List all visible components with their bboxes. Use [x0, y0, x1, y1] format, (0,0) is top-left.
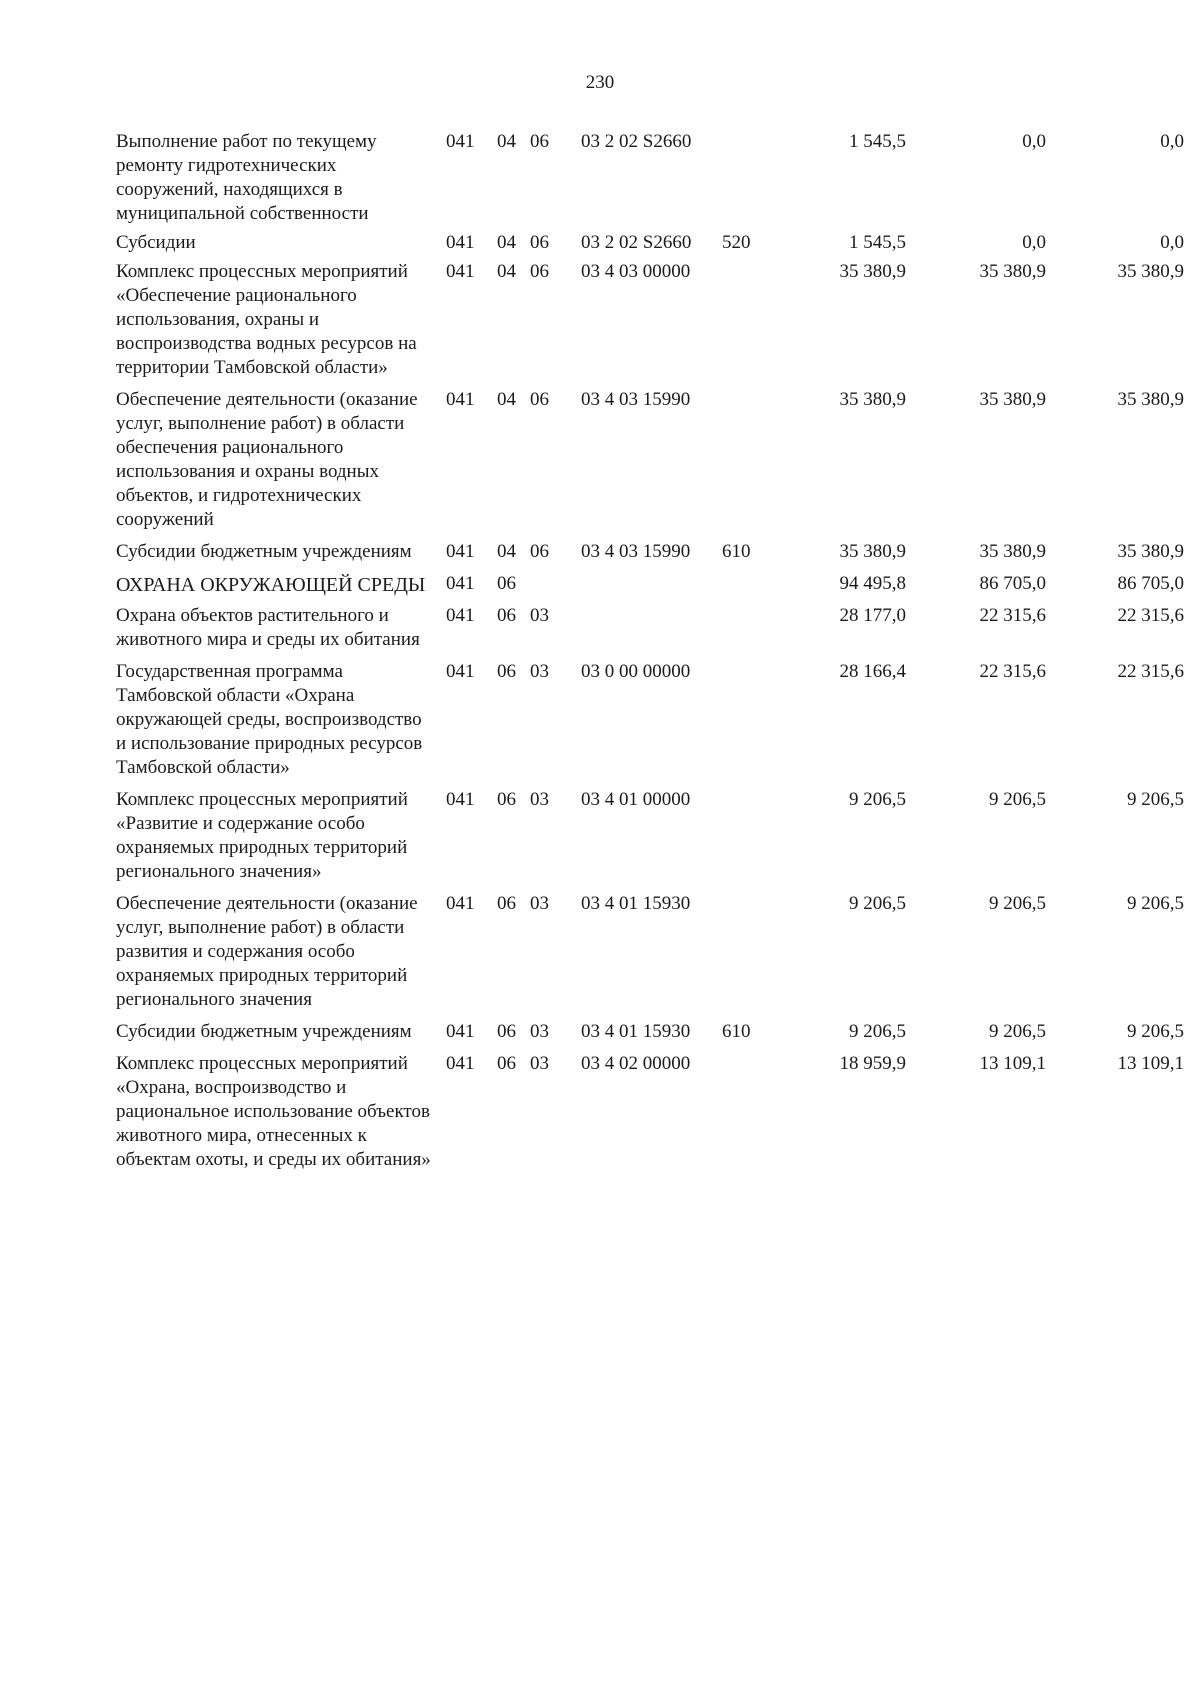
amount-year-2: 0,0 — [1022, 232, 1046, 253]
section-heading: ОХРАНА ОКРУЖАЮЩЕЙ СРЕДЫ — [116, 574, 426, 596]
amount-year-3: 0,0 — [1160, 131, 1184, 152]
amount-year-1: 1 545,5 — [849, 131, 906, 152]
amount-year-3: 22 315,6 — [1117, 605, 1184, 626]
amount-year-3: 35 380,9 — [1117, 261, 1184, 282]
code-ved: 041 — [446, 1053, 475, 1074]
code-pr: 03 — [530, 661, 549, 682]
code-pr: 06 — [530, 389, 549, 410]
code-ved: 041 — [446, 789, 475, 810]
amount-year-3: 13 109,1 — [1117, 1053, 1184, 1074]
code-rz: 06 — [497, 789, 516, 810]
amount-year-3: 9 206,5 — [1127, 789, 1184, 810]
code-ved: 041 — [446, 131, 475, 152]
amount-year-1: 35 380,9 — [839, 541, 906, 562]
table-row — [0, 388, 1200, 532]
amount-year-2: 22 315,6 — [979, 605, 1046, 626]
amount-year-1: 94 495,8 — [839, 573, 906, 594]
code-csr: 03 4 02 00000 — [581, 1053, 691, 1074]
table-row — [0, 788, 1200, 884]
amount-year-1: 28 166,4 — [839, 661, 906, 682]
code-rz: 06 — [497, 1021, 516, 1042]
code-rz: 04 — [497, 389, 516, 410]
amount-year-1: 1 545,5 — [849, 232, 906, 253]
amount-year-2: 9 206,5 — [989, 1021, 1046, 1042]
table-row — [0, 260, 1200, 380]
row-name: Комплекс процессных мероприятий «Обеспечение рационального использования, охраны и воспроизводства водных ресурсов на территории Тамбовской области» — [116, 261, 417, 378]
code-pr: 03 — [530, 1053, 549, 1074]
amount-year-3: 22 315,6 — [1117, 661, 1184, 682]
code-csr: 03 4 03 15990 — [581, 389, 691, 410]
amount-year-3: 9 206,5 — [1127, 893, 1184, 914]
code-pr: 03 — [530, 605, 549, 626]
row-name: Выполнение работ по текущему ремонту гидротехнических сооружений, находящихся в муниципальной собственности — [116, 131, 377, 224]
budget-table — [0, 130, 1200, 1172]
amount-year-2: 13 109,1 — [979, 1053, 1046, 1074]
row-name: Обеспечение деятельности (оказание услуг, выполнение работ) в области обеспечения рационального использования и охраны водных объектов, и гидротехнических сооружений — [116, 389, 418, 530]
table-row — [0, 1020, 1200, 1044]
code-ved: 041 — [446, 389, 475, 410]
code-rz: 06 — [497, 893, 516, 914]
code-pr: 06 — [530, 541, 549, 562]
amount-year-2: 35 380,9 — [979, 541, 1046, 562]
code-csr: 03 4 01 15930 — [581, 893, 691, 914]
code-csr: 03 0 00 00000 — [581, 661, 691, 682]
code-rz: 04 — [497, 261, 516, 282]
amount-year-2: 86 705,0 — [979, 573, 1046, 594]
page-number: 230 — [585, 72, 615, 93]
code-ved: 041 — [446, 573, 475, 594]
code-rz: 04 — [497, 541, 516, 562]
code-rz: 04 — [497, 232, 516, 253]
amount-year-1: 9 206,5 — [849, 893, 906, 914]
amount-year-3: 9 206,5 — [1127, 1021, 1184, 1042]
amount-year-3: 86 705,0 — [1117, 573, 1184, 594]
amount-year-1: 35 380,9 — [839, 261, 906, 282]
code-vr: 610 — [722, 1021, 751, 1042]
row-name: Комплекс процессных мероприятий «Охрана, воспроизводство и рациональное использование объектов животного мира, отнесенных к объектам охоты, и среды их обитания» — [116, 1053, 431, 1170]
row-name: Охрана объектов растительного и животного мира и среды их обитания — [116, 605, 420, 650]
row-name: Субсидии бюджетным учреждениям — [116, 541, 412, 562]
amount-year-3: 35 380,9 — [1117, 541, 1184, 562]
row-name: Обеспечение деятельности (оказание услуг, выполнение работ) в области развития и содержания особо охраняемых природных территорий регионального значения — [116, 893, 418, 1010]
row-name: Комплекс процессных мероприятий «Развитие и содержание особо охраняемых природных территорий регионального значения» — [116, 789, 408, 882]
code-rz: 06 — [497, 1053, 516, 1074]
code-ved: 041 — [446, 261, 475, 282]
row-name: Субсидии бюджетным учреждениям — [116, 1021, 412, 1042]
code-rz: 06 — [497, 605, 516, 626]
amount-year-3: 35 380,9 — [1117, 389, 1184, 410]
code-csr: 03 4 01 00000 — [581, 789, 691, 810]
code-pr: 06 — [530, 232, 549, 253]
code-ved: 041 — [446, 541, 475, 562]
code-pr: 03 — [530, 789, 549, 810]
code-vr: 610 — [722, 541, 751, 562]
amount-year-1: 18 959,9 — [839, 1053, 906, 1074]
amount-year-2: 22 315,6 — [979, 661, 1046, 682]
code-rz: 04 — [497, 131, 516, 152]
amount-year-2: 9 206,5 — [989, 893, 1046, 914]
table-row — [0, 130, 1200, 226]
code-ved: 041 — [446, 1021, 475, 1042]
code-vr: 520 — [722, 232, 751, 253]
code-csr: 03 4 03 15990 — [581, 541, 691, 562]
code-rz: 06 — [497, 573, 516, 594]
table-row — [0, 892, 1200, 1012]
amount-year-1: 9 206,5 — [849, 1021, 906, 1042]
amount-year-1: 28 177,0 — [839, 605, 906, 626]
table-row-section — [0, 572, 1200, 598]
amount-year-2: 0,0 — [1022, 131, 1046, 152]
amount-year-1: 35 380,9 — [839, 389, 906, 410]
table-row — [0, 660, 1200, 780]
code-ved: 041 — [446, 661, 475, 682]
code-ved: 041 — [446, 605, 475, 626]
code-csr: 03 2 02 S2660 — [581, 131, 692, 152]
code-csr: 03 4 01 15930 — [581, 1021, 691, 1042]
amount-year-1: 9 206,5 — [849, 789, 906, 810]
table-row — [0, 1052, 1200, 1172]
table-row — [0, 231, 1200, 255]
code-ved: 041 — [446, 232, 475, 253]
code-pr: 03 — [530, 1021, 549, 1042]
code-pr: 03 — [530, 893, 549, 914]
code-rz: 06 — [497, 661, 516, 682]
table-row — [0, 540, 1200, 564]
amount-year-2: 35 380,9 — [979, 261, 1046, 282]
code-csr: 03 2 02 S2660 — [581, 232, 692, 253]
amount-year-2: 9 206,5 — [989, 789, 1046, 810]
amount-year-3: 0,0 — [1160, 232, 1184, 253]
code-pr: 06 — [530, 131, 549, 152]
code-csr: 03 4 03 00000 — [581, 261, 691, 282]
amount-year-2: 35 380,9 — [979, 389, 1046, 410]
row-name: Государственная программа Тамбовской области «Охрана окружающей среды, воспроизводство и использование природных ресурсов Тамбовской области» — [116, 661, 423, 778]
table-row — [0, 604, 1200, 652]
code-ved: 041 — [446, 893, 475, 914]
row-name: Субсидии — [116, 232, 196, 253]
code-pr: 06 — [530, 261, 549, 282]
